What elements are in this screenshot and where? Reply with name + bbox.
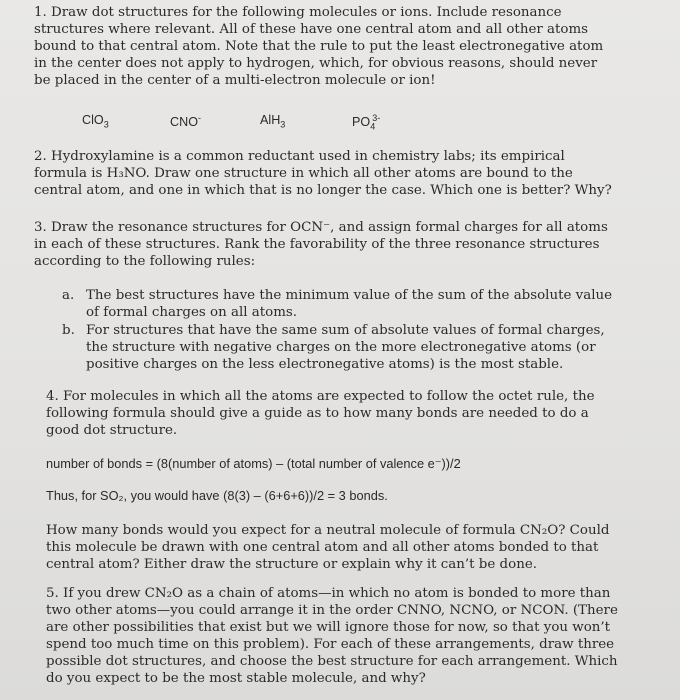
bond-count-formula: number of bonds = (8(number of atoms) – (total number of valence e⁻))/2 xyxy=(46,456,461,471)
q1-line: structures where relevant. All of these have one central atom and all other atoms xyxy=(34,22,589,37)
q1-line: be placed in the center of a multi-electron molecule or ion! xyxy=(34,73,436,88)
question-3 xyxy=(34,219,634,270)
q4-line: 4. For molecules in which all the atoms are expected to follow the octet rule, the xyxy=(46,389,595,404)
q1-formula-row xyxy=(0,113,680,133)
formula-clo3: ClO$_3$ xyxy=(82,113,109,130)
formula-po4: $PO_4^{3-}$ xyxy=(352,113,381,132)
q5-line: are other possibilities that exist but we will ignore those for now, so that you won’t xyxy=(46,620,611,635)
q3-line: according to the following rules: xyxy=(34,254,256,269)
formula-cno: CNO- xyxy=(170,113,201,130)
q4-line: good dot structure. xyxy=(46,423,178,438)
q3-rule-line: The best structures have the minimum value of the sum of the absolute value xyxy=(86,288,613,303)
q3-rule-line: For structures that have the same sum of absolute values of formal charges, xyxy=(86,323,605,338)
q1-line: 1. Draw dot structures for the following molecules or ions. Include resonance xyxy=(34,5,562,20)
q2-line: central atom, and one in which that is no longer the case. Which one is better? Why? xyxy=(34,183,612,198)
question-4 xyxy=(46,388,626,439)
q4-question-line: How many bonds would you expect for a neutral molecule of formula CN₂O? Could xyxy=(46,523,610,538)
q2-line: formula is H₃NO. Draw one structure in which all other atoms are bound to the xyxy=(34,166,573,181)
q3-rule-line: the structure with negative charges on the more electronegative atoms (or xyxy=(86,340,596,355)
q3-rule-line: positive charges on the less electronegative atoms) is the most stable. xyxy=(86,357,564,372)
q2-line: 2. Hydroxylamine is a common reductant used in chemistry labs; its empirical xyxy=(34,149,565,164)
q3-rule-a xyxy=(62,287,622,321)
question-1 xyxy=(34,4,634,89)
so2-example: Thus, for SO₂, you would have (8(3) – (6+6+6))/2 = 3 bonds. xyxy=(46,488,388,503)
question-2 xyxy=(34,148,634,199)
list-marker: b. xyxy=(62,323,75,338)
q5-line: possible dot structures, and choose the best structure for each arrangement. Which xyxy=(46,654,618,669)
q4-question-line: this molecule be drawn with one central atom and all other atoms bonded to that xyxy=(46,540,599,555)
q5-line: 5. If you drew CN₂O as a chain of atoms—in which no atom is bonded to more than xyxy=(46,586,611,601)
q1-line: bound to that central atom. Note that the rule to put the least electronegative atom xyxy=(34,39,604,54)
question-5 xyxy=(46,585,626,687)
q5-line: spend too much time on this problem). For each of these arrangements, draw three xyxy=(46,637,615,652)
q5-line: do you expect to be the most stable molecule, and why? xyxy=(46,671,426,686)
formula-alh3: AlH$_3$ xyxy=(260,113,286,130)
q5-line: two other atoms—you could arrange it in the order CNNO, NCNO, or NCON. (There xyxy=(46,603,618,618)
q3-line: 3. Draw the resonance structures for OCN⁻, and assign formal charges for all atoms xyxy=(34,220,608,235)
q1-line: in the center does not apply to hydrogen, which, for obvious reasons, should never xyxy=(34,56,598,71)
q3-rule-b xyxy=(62,322,622,373)
q4-question-line: central atom? Either draw the structure or explain why it can’t be done. xyxy=(46,557,538,572)
list-marker: a. xyxy=(62,288,75,303)
q3-line: in each of these structures. Rank the favorability of the three resonance structures xyxy=(34,237,600,252)
q4-question xyxy=(46,522,626,573)
q3-rule-line: of formal charges on all atoms. xyxy=(86,305,298,320)
q4-line: following formula should give a guide as to how many bonds are needed to do a xyxy=(46,406,589,421)
